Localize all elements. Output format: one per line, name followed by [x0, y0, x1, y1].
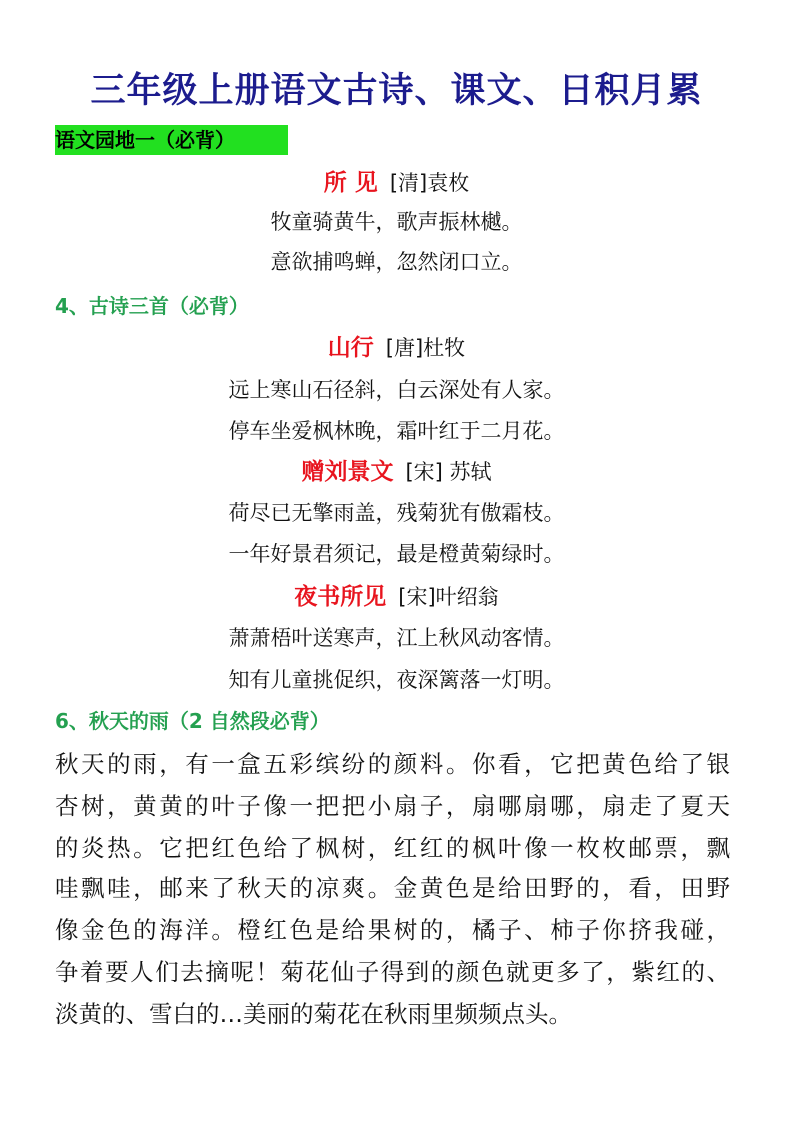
passage-line: 像金色的海洋。橙红色是给果树的，橘子、柿子你挤我碰，: [55, 916, 730, 944]
poem-name: 所 见: [323, 170, 378, 196]
poem-line: 意欲捕鸣蝉，忽然闭口立。: [270, 250, 523, 274]
poem-line: 远上寒山石径斜，白云深处有人家。: [228, 378, 565, 402]
poem-title: [0, 461, 793, 484]
page-title: 三年级上册语文古诗、课文、日积月累: [90, 71, 703, 111]
passage-line: 哇飘哇，邮来了秋天的凉爽。金黄色是给田野的，看，田野: [55, 874, 730, 902]
poem-author: [宋] 苏轼: [405, 460, 492, 484]
passage-line: 争着要人们去摘呢！菊花仙子得到的颜色就更多了，紫红的、: [55, 958, 730, 986]
section-heading: 4、古诗三首（必背）: [55, 294, 249, 318]
section-heading: 6、秋天的雨（2 自然段必背）: [55, 709, 330, 733]
poem-author: [清]袁枚: [389, 171, 470, 195]
poem-name: 夜书所见: [294, 584, 387, 610]
poem-line: 牧童骑黄牛，歌声振林樾。: [270, 210, 523, 234]
passage-line: 淡黄的、雪白的…美丽的菊花在秋雨里频频点头。: [55, 1000, 572, 1028]
poem-line: 停车坐爱枫林晚，霜叶红于二月花。: [228, 419, 565, 443]
poem-title: [0, 172, 793, 195]
section-heading: 语文园地一（必背）: [55, 128, 235, 152]
passage-line: 杏树，黄黄的叶子像一把把小扇子，扇哪扇哪，扇走了夏天: [55, 792, 730, 820]
poem-line: 知有儿童挑促织，夜深篱落一灯明。: [228, 668, 565, 692]
poem-title: [0, 586, 793, 609]
passage-line: 的炎热。它把红色给了枫树，红红的枫叶像一枚枚邮票，飘: [55, 834, 730, 862]
poem-line: 萧萧梧叶送寒声，江上秋风动客情。: [228, 626, 565, 650]
poem-name: 赠刘景文: [301, 459, 394, 485]
poem-line: 一年好景君须记，最是橙黄菊绿时。: [228, 542, 565, 566]
poem-author: [宋]叶绍翁: [398, 585, 499, 609]
poem-title: [0, 337, 793, 360]
section-heading-highlight: [55, 125, 288, 155]
poem-line: 荷尽已无擎雨盖，残菊犹有傲霜枝。: [228, 501, 565, 525]
passage-line: 秋天的雨，有一盒五彩缤纷的颜料。你看，它把黄色给了银: [55, 750, 730, 778]
poem-name: 山行: [327, 335, 374, 361]
poem-author: [唐]杜牧: [385, 336, 466, 360]
